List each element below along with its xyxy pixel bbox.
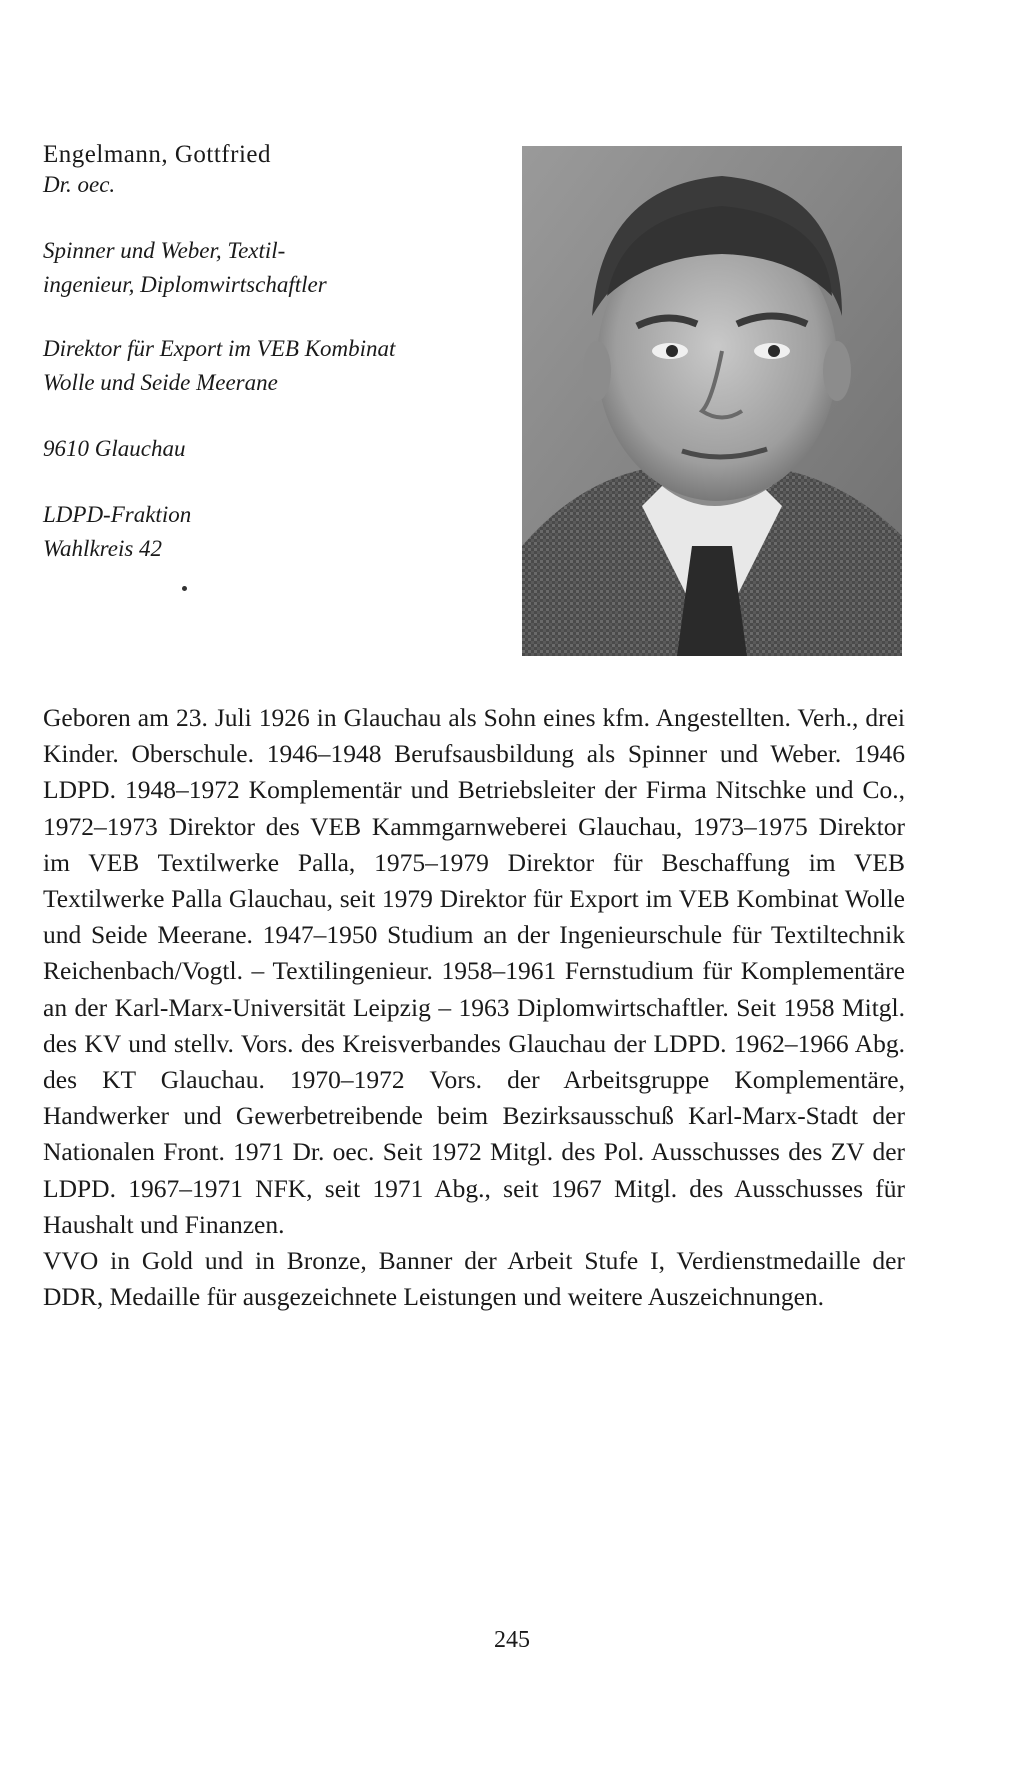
profession-line: ingenieur, Diplomwirtschaftler bbox=[43, 272, 327, 297]
entry-header bbox=[43, 140, 503, 566]
portrait-illustration bbox=[522, 146, 902, 656]
portrait-photo bbox=[522, 146, 902, 656]
position-line: Direktor für Export im VEB Kombinat bbox=[43, 336, 396, 361]
address: 9610 Glauchau bbox=[43, 436, 186, 461]
profession-line: Spinner und Weber, Textil- bbox=[43, 238, 286, 263]
person-name: Engelmann, Gottfried bbox=[43, 141, 271, 168]
profession bbox=[43, 234, 503, 302]
academic-title: Dr. oec. bbox=[43, 172, 116, 197]
print-speck bbox=[182, 586, 187, 591]
awards-paragraph: VVO in Gold und in Bronze, Banner der Arbeit Stufe I, Verdienstmedaille der DDR, Medaille für ausgezeichnete Leistungen und weitere Auszeichnungen. bbox=[43, 1246, 905, 1312]
biography bbox=[43, 700, 905, 1315]
constituency-line: Wahlkreis 42 bbox=[43, 536, 163, 561]
biography-paragraph: Geboren am 23. Juli 1926 in Glauchau als Sohn eines kfm. Angestellten. Verh., drei Kinder. Oberschule. 1946–1948 Berufsausbildung als Spinner und Weber. 1946 LDPD. 1948–1972 Komplementär und Betriebsleiter der Firma Nitschke und Co., 1972–1973 Direktor des VEB Kammgarnweberei Glauchau, 1973–1975 Direktor im VEB Textilwerke Palla, 1975–1979 Direktor für Beschaffung im VEB Textilwerke Palla Glauchau, seit 1979 Direktor für Export im VEB Kombinat Wolle und Seide Meerane. 1947–1950 Studium an der Ingenieurschule für Textiltechnik Reichenbach/Vogtl. – Textilingenieur. 1958–1961 Fernstudium für Komplementäre an der Karl-Marx-Universität Leipzig – 1963 Diplomwirtschaftler. Seit 1958 Mitgl. des KV und stellv. Vors. des Kreisverbandes Glauchau der LDPD. 1962–1966 Abg. des KT Glauchau. 1970–1972 Vors. der Arbeitsgruppe Komplementäre, Handwerker und Gewerbetreibende beim Bezirksausschuß Karl-Marx-Stadt der Nationalen Front. 1971 Dr. oec. Seit 1972 Mitgl. des Pol. Ausschusses des ZV der LDPD. 1967–1971 NFK, seit 1971 Abg., seit 1967 Mitgl. des Ausschusses für Haushalt und Finanzen. bbox=[43, 703, 905, 1239]
parliamentary-group bbox=[43, 498, 503, 566]
fraction-line: LDPD-Fraktion bbox=[43, 502, 192, 527]
page-number: 245 bbox=[494, 1627, 530, 1653]
position-line: Wolle und Seide Meerane bbox=[43, 370, 278, 395]
current-position bbox=[43, 332, 503, 400]
